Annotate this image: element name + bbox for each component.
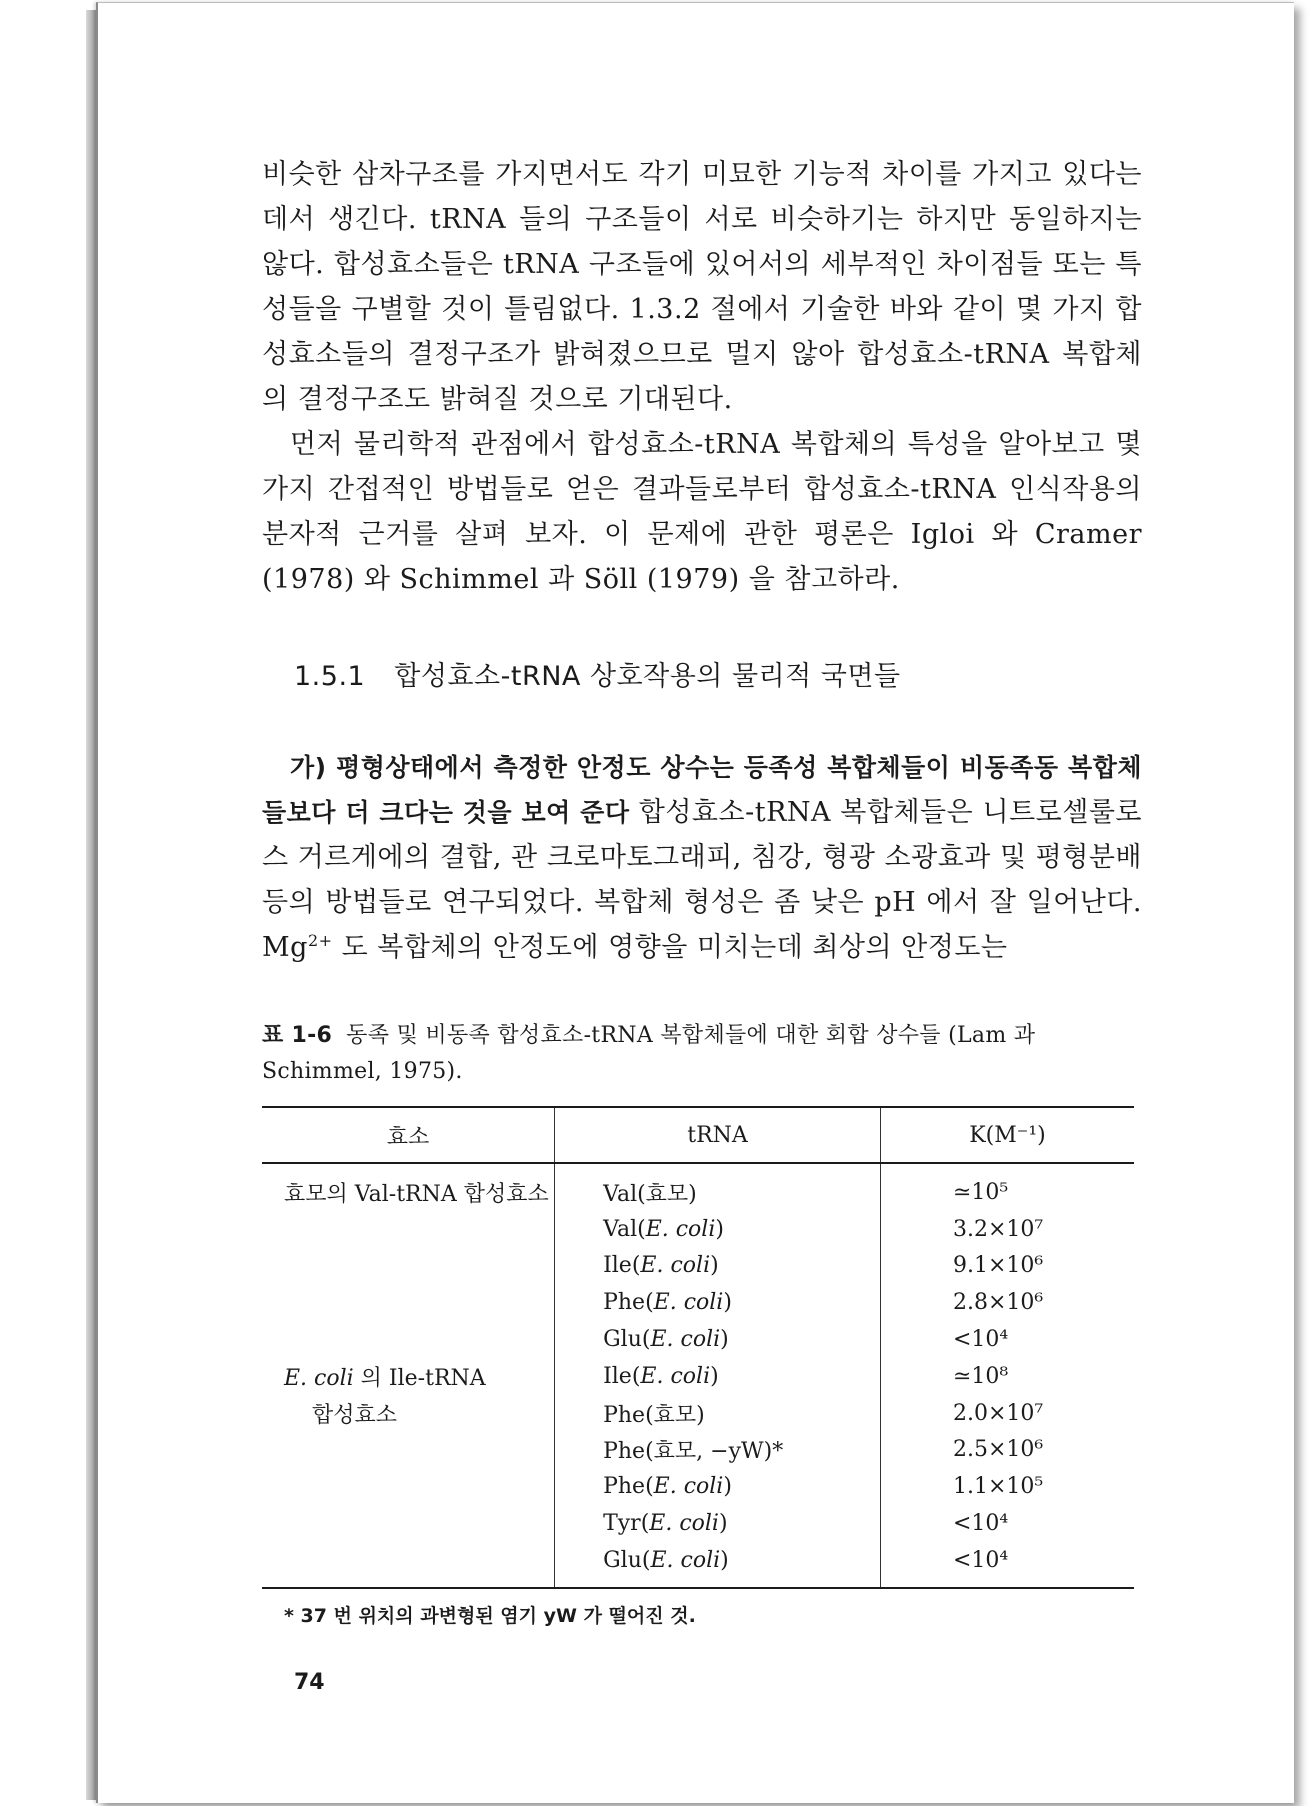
table-header-row xyxy=(262,1107,1134,1163)
cell-trna: Ile(E. coli) xyxy=(555,1358,881,1395)
book-page-edge xyxy=(86,10,96,1800)
paragraph-3-superscript: 2+ xyxy=(307,931,333,950)
species-name: E. coli xyxy=(653,1290,724,1316)
association-constants-table xyxy=(262,1106,1134,1589)
table-row xyxy=(262,1468,1134,1505)
cell-trna: Glu(E. coli) xyxy=(555,1542,881,1588)
cell-trna: Phe(효모, −yW)* xyxy=(555,1432,881,1469)
cell-enzyme xyxy=(262,1284,555,1321)
table-caption-text: 동족 및 비동족 합성효소-tRNA 복합체들에 대한 회합 상수들 (Lam 과 Schimmel, 1975). xyxy=(262,1023,1036,1084)
table-row xyxy=(262,1248,1134,1285)
table-row xyxy=(262,1505,1134,1542)
cell-enzyme: E. coli 의 Ile-tRNA xyxy=(262,1358,555,1395)
table-row xyxy=(262,1163,1134,1211)
cell-trna: Phe(E. coli) xyxy=(555,1468,881,1505)
paragraph-3-body-a: 합성효소-tRNA 복합체들은 니트로셀룰로스 거르게에의 결합, 관 크로마토그래피, 침강, 형광 소광효과 및 평형분배 등의 방법들로 연구되었다. 복합체 형성은 좀 낮은 pH 에서 잘 일어난다. Mg xyxy=(262,797,1142,963)
section-heading xyxy=(294,654,1142,693)
species-name: E. coli xyxy=(645,1216,716,1242)
cell-k: 2.8×10⁶ xyxy=(952,1290,1044,1316)
cell-enzyme xyxy=(262,1321,555,1358)
cell-enzyme xyxy=(262,1505,555,1542)
cell-enzyme xyxy=(262,1395,555,1432)
section-title: 합성효소-tRNA 상호작용의 물리적 국면들 xyxy=(394,661,901,692)
species-name: E. coli xyxy=(650,1547,721,1573)
cell-trna: Phe(효모) xyxy=(555,1395,881,1432)
header-trna: tRNA xyxy=(555,1107,881,1163)
cell-k: 3.2×10⁷ xyxy=(952,1216,1044,1242)
cell-trna: Tyr(E. coli) xyxy=(555,1505,881,1542)
header-k: K(M⁻¹) xyxy=(880,1107,1134,1163)
cell-k: 9.1×10⁶ xyxy=(952,1253,1044,1279)
paragraph-3-lead: 가) 평형상태에서 측정한 안정도 상수는 등족성 복합체들이 비동족동 복합체들보다 더 크다는 것을 보여 준다 xyxy=(262,753,1142,827)
cell-enzyme xyxy=(262,1432,555,1469)
species-name: E. coli xyxy=(653,1474,724,1500)
table-footnote: * 37 번 위치의 과변형된 염기 yW 가 떨어진 것. xyxy=(284,1604,696,1627)
table-row xyxy=(262,1284,1134,1321)
cell-enzyme xyxy=(262,1248,555,1285)
species-name: E. coli xyxy=(649,1511,719,1537)
cell-k: 2.5×10⁶ xyxy=(952,1437,1044,1463)
table-row xyxy=(262,1358,1134,1395)
cell-trna: Val(E. coli) xyxy=(555,1211,881,1248)
table-row xyxy=(262,1542,1134,1588)
cell-trna: Val(효모) xyxy=(555,1163,881,1211)
table-caption-label: 표 1-6 xyxy=(262,1023,333,1048)
paragraph-3 xyxy=(262,745,1142,970)
cell-k: 1.1×10⁵ xyxy=(952,1474,1044,1500)
species-name: E. coli xyxy=(284,1365,354,1391)
cell-enzyme-continued: 합성효소 xyxy=(312,1402,398,1428)
page-number: 74 xyxy=(294,1669,325,1695)
cell-enzyme: 효모의 Val-tRNA 합성효소 xyxy=(262,1163,555,1211)
table-row xyxy=(262,1211,1134,1248)
table-caption xyxy=(262,1018,1142,1090)
cell-k: 2.0×10⁷ xyxy=(952,1400,1044,1426)
cell-enzyme xyxy=(262,1468,555,1505)
species-name: E. coli xyxy=(640,1363,711,1389)
paragraph-2: 먼저 물리학적 관점에서 합성효소-tRNA 복합체의 특성을 알아보고 몇 가지 간접적인 방법들로 얻은 결과들로부터 합성효소-tRNA 인식작용의 분자적 근거를 살펴 보자. 이 문제에 관한 평론은 Igloi 와 Cramer (1978) 와 Schimmel 과 Söll (1979) 을 참고하라. xyxy=(262,429,1142,595)
table-row xyxy=(262,1432,1134,1469)
cell-k: ≃10⁸ xyxy=(952,1363,1009,1389)
paragraph-3-body-b: 도 복합체의 안정도에 영향을 미치는데 최상의 안정도는 xyxy=(332,932,1008,963)
cell-enzyme xyxy=(262,1211,555,1248)
table-row xyxy=(262,1321,1134,1358)
cell-k: <10⁴ xyxy=(880,1542,1134,1588)
cell-trna: Glu(E. coli) xyxy=(555,1321,881,1358)
table-row xyxy=(262,1395,1134,1432)
cell-k: <10⁴ xyxy=(952,1511,1009,1537)
cell-enzyme xyxy=(262,1542,555,1588)
cell-trna: Phe(E. coli) xyxy=(555,1284,881,1321)
species-name: E. coli xyxy=(650,1327,721,1353)
cell-k: ≃10⁵ xyxy=(952,1179,1009,1205)
paragraph-1: 비슷한 삼차구조를 가지면서도 각기 미묘한 기능적 차이를 가지고 있다는 데서 생긴다. tRNA 들의 구조들이 서로 비슷하기는 하지만 동일하지는 않다. 합성효소들은 tRNA 구조들에 있어서의 세부적인 차이점들 또는 특성들을 구별할 것이 틀림없다. 1.3.2 절에서 기술한 바와 같이 몇 가지 합성효소들의 결정구조가 밝혀졌으므로 멀지 않아 합성효소-tRNA 복합체의 결정구조도 밝혀질 것으로 기대된다. xyxy=(262,159,1142,415)
cell-k: <10⁴ xyxy=(952,1327,1009,1353)
species-name: E. coli xyxy=(640,1253,711,1279)
header-enzyme: 효소 xyxy=(262,1107,555,1163)
cell-trna: Ile(E. coli) xyxy=(555,1248,881,1285)
page-content xyxy=(262,152,1142,1695)
section-number: 1.5.1 xyxy=(294,661,366,692)
